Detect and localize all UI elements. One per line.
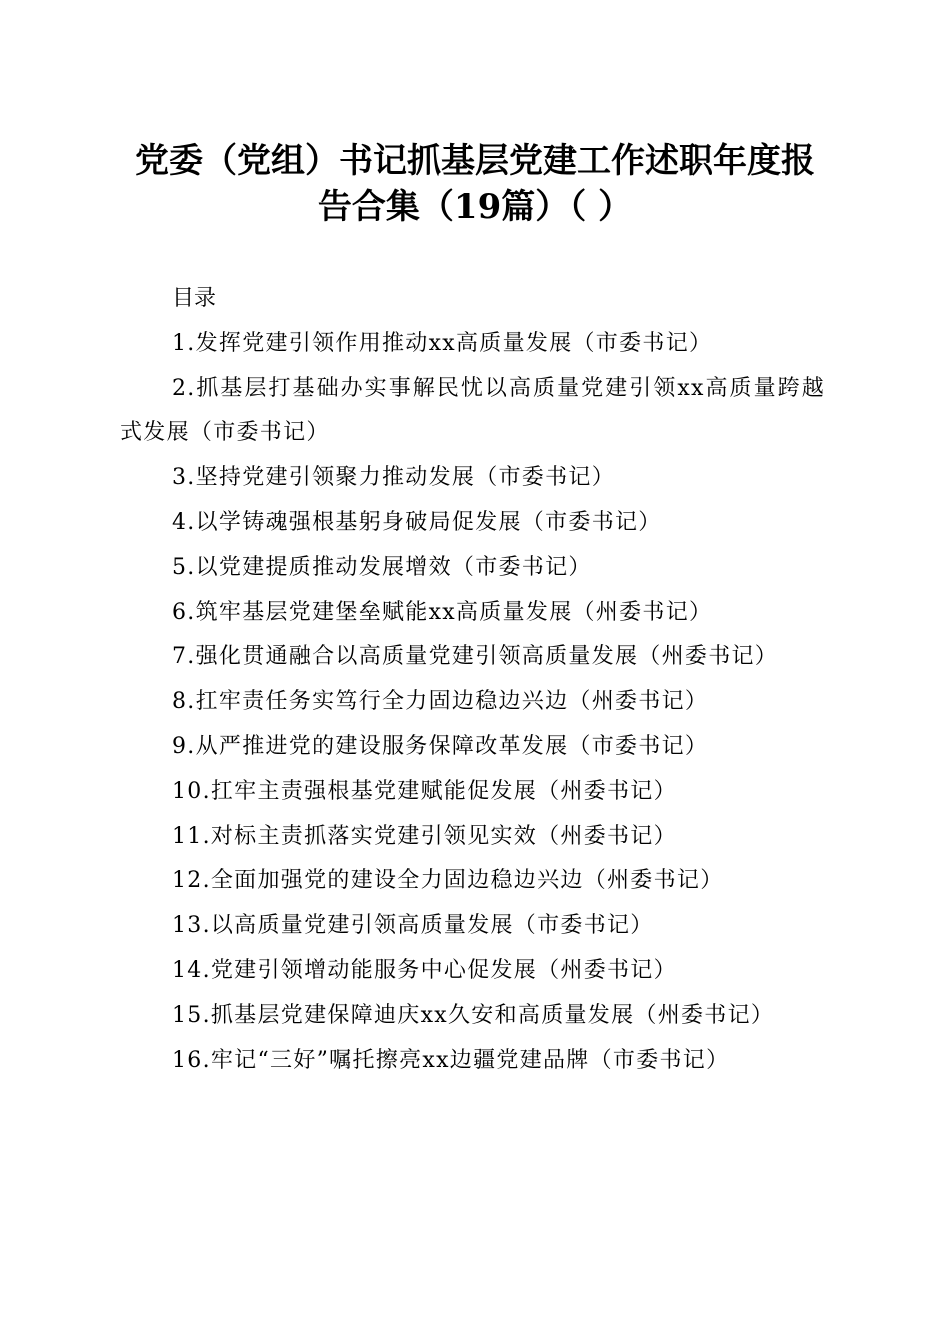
- toc-item-3: 3.坚持党建引领聚力推动发展（市委书记）: [172, 465, 615, 491]
- toc-item-11: 11.对标主责抓落实党建引领见实效（州委书记）: [172, 823, 677, 849]
- document-title: [110, 138, 840, 230]
- toc-item-14: 14.党建引领增动能服务中心促发展（州委书记）: [172, 957, 677, 983]
- title-line-2: 告合集（19篇）（ ）: [317, 187, 633, 227]
- toc-item-16: 16.牢记“三好”嘱托擦亮xx边疆党建品牌（市委书记）: [172, 1047, 730, 1073]
- toc-item-8: 8.扛牢责任务实笃行全力固边稳边兴边（州委书记）: [172, 689, 709, 715]
- toc-item-7: 7.强化贯通融合以高质量党建引领高质量发展（州委书记）: [172, 644, 779, 670]
- toc-heading: 目录: [172, 286, 217, 311]
- toc-item-6: 6.筑牢基层党建堡垒赋能xx高质量发展（州委书记）: [172, 599, 713, 625]
- toc-item-12: 12.全面加强党的建设全力固边稳边兴边（州委书记）: [172, 868, 724, 894]
- toc-item-15: 15.抓基层党建保障迪庆xx久安和高质量发展（州委书记）: [172, 1002, 775, 1028]
- toc-item-13: 13.以高质量党建引领高质量发展（市委书记）: [172, 913, 654, 939]
- toc-item-1: 1.发挥党建引领作用推动xx高质量发展（市委书记）: [172, 330, 713, 356]
- toc-item-5: 5.以党建提质推动发展增效（市委书记）: [172, 554, 592, 580]
- toc-item-9: 9.从严推进党的建设服务保障改革发展（市委书记）: [172, 733, 709, 759]
- title-line-1: 党委（党组）书记抓基层党建工作述职年度报: [135, 141, 815, 181]
- toc-list: [120, 322, 825, 1084]
- toc-item-2: 2.抓基层打基础办实事解民忧以高质量党建引领xx高质量跨越式发展（市委书记）: [120, 375, 825, 446]
- toc-item-4: 4.以学铸魂强根基躬身破局促发展（市委书记）: [172, 509, 662, 535]
- table-of-contents: [120, 277, 825, 1083]
- toc-item-10: 10.扛牢主责强根基党建赋能促发展（州委书记）: [172, 778, 677, 804]
